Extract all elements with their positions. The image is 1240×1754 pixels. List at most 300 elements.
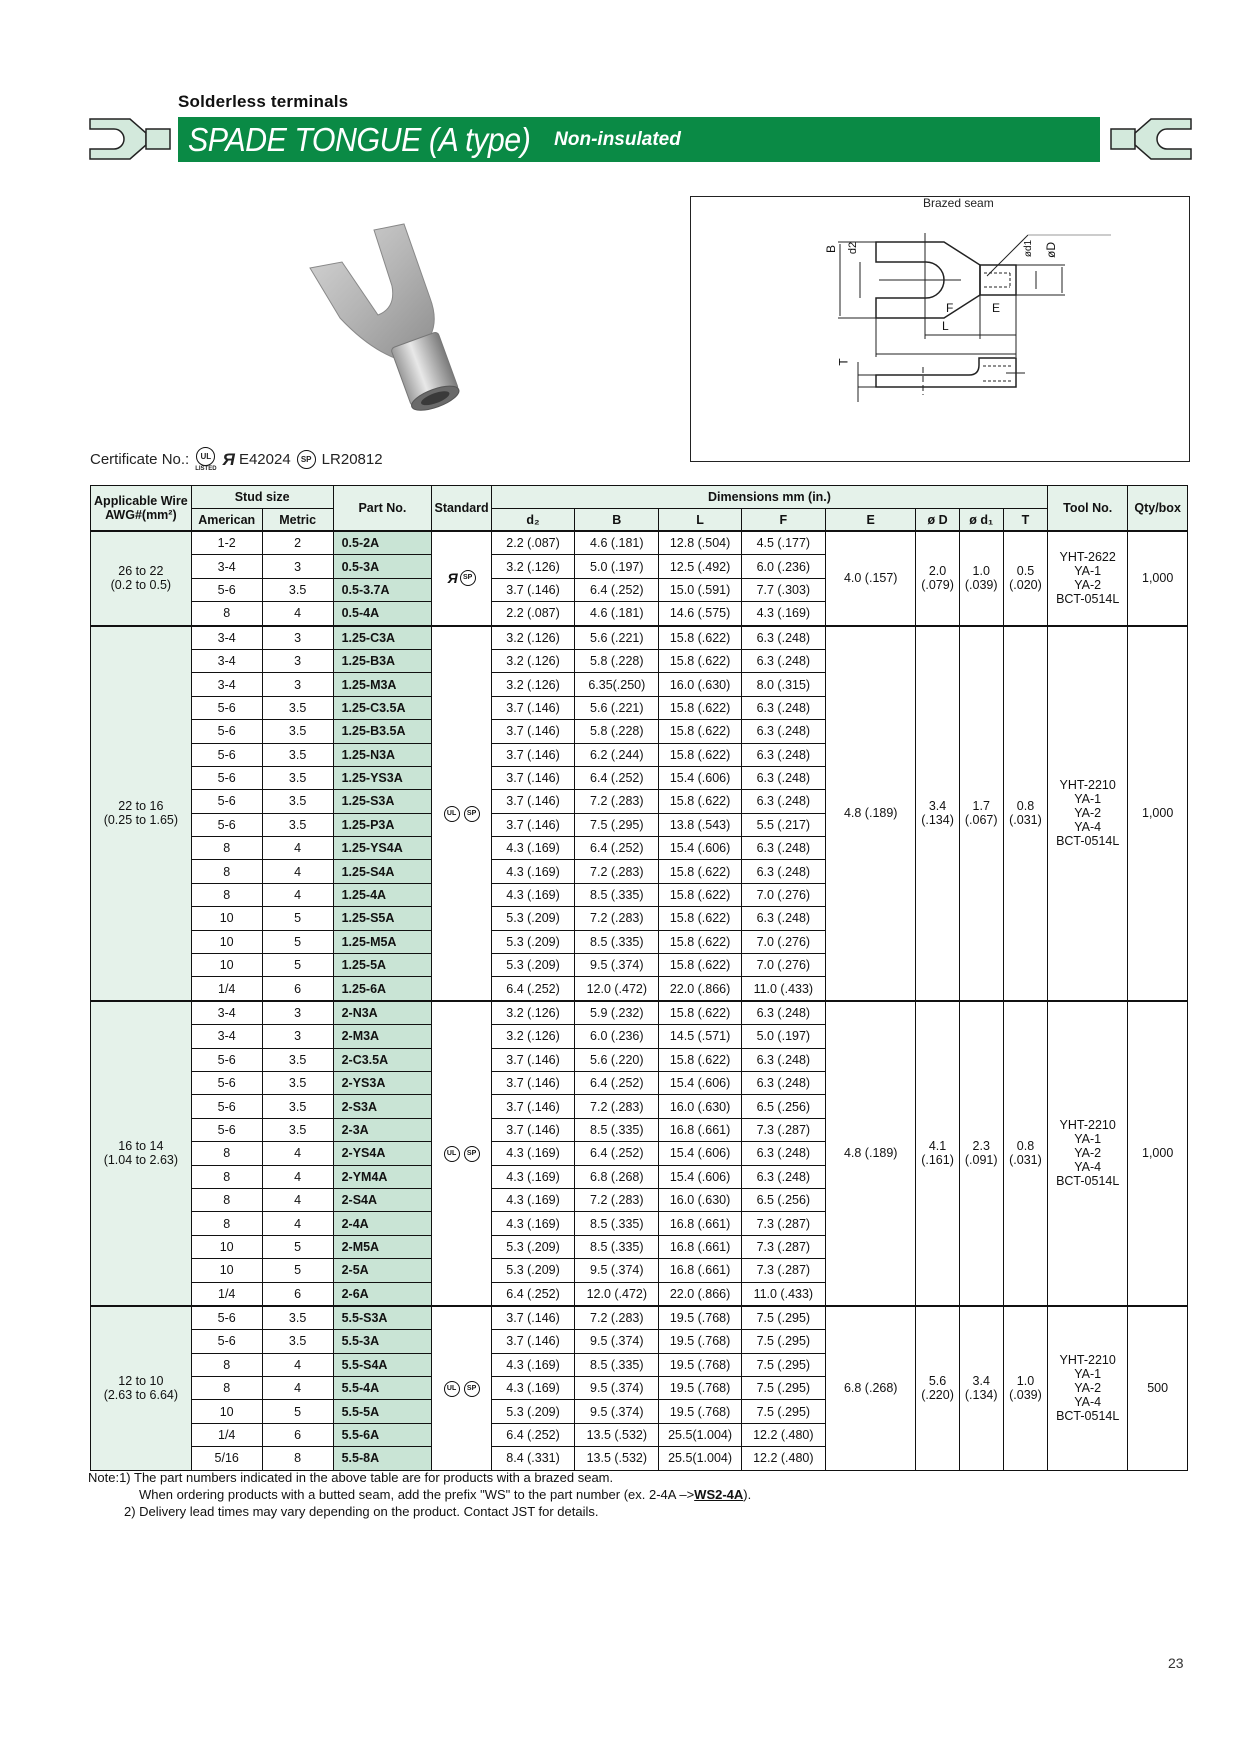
cell-standard (432, 626, 492, 1001)
cell-B: 9.5 (.374) (575, 1259, 659, 1282)
cell-B: 7.2 (.283) (575, 860, 659, 883)
cell-B: 7.2 (.283) (575, 790, 659, 813)
cell-d2: 3.2 (.126) (491, 626, 574, 650)
cell-qty: 1,000 (1128, 531, 1188, 626)
cell-metric: 5 (262, 1235, 333, 1258)
cell-F: 7.0 (.276) (741, 883, 825, 906)
cell-B: 9.5 (.374) (575, 1400, 659, 1423)
cell-american: 1/4 (191, 977, 262, 1001)
cell-B: 6.4 (.252) (575, 837, 659, 860)
cell-d2: 3.7 (.146) (491, 766, 574, 789)
cell-metric: 6 (262, 977, 333, 1001)
tool-item: BCT-0514L (1056, 1174, 1120, 1189)
cell-american: 8 (191, 1353, 262, 1376)
cell-american: 8 (191, 860, 262, 883)
cell-B: 8.5 (.335) (575, 1212, 659, 1235)
tool-item: YA-2 (1074, 578, 1102, 593)
cell-part-no: 1.25-4A (333, 883, 432, 906)
cell-L: 14.6 (.575) (659, 602, 741, 626)
cell-B: 6.4 (.252) (575, 1142, 659, 1165)
cell-T: 0.8 (.031) (1003, 1001, 1047, 1306)
cell-L: 16.8 (.661) (659, 1235, 741, 1258)
tool-item: YHT-2210 (1059, 778, 1116, 793)
header-american: American (191, 509, 262, 532)
technical-drawing (690, 196, 1190, 462)
cell-d2: 5.3 (.209) (491, 1400, 574, 1423)
cell-B: 7.5 (.295) (575, 813, 659, 836)
cell-D: 5.6 (.220) (916, 1306, 959, 1470)
cell-d2: 3.7 (.146) (491, 1118, 574, 1141)
page-title: SPADE TONGUE (A type) (188, 120, 531, 158)
cell-d2: 8.4 (.331) (491, 1447, 574, 1470)
cell-B: 12.0 (.472) (575, 977, 659, 1001)
cell-tool-no (1048, 1306, 1128, 1470)
cell-metric: 5 (262, 954, 333, 977)
cell-part-no: 1.25-N3A (333, 743, 432, 766)
label-brazed-seam: Brazed seam (923, 196, 994, 210)
cell-E: 4.0 (.157) (825, 531, 915, 626)
cell-part-no: 2-M5A (333, 1235, 432, 1258)
header-T: T (1003, 509, 1047, 532)
header-stud-size: Stud size (191, 486, 333, 509)
cell-L: 15.8 (.622) (659, 907, 741, 930)
tool-item: YA-2 (1074, 1146, 1102, 1161)
header-B: B (575, 509, 659, 532)
cell-d2: 3.7 (.146) (491, 813, 574, 836)
cell-L: 15.8 (.622) (659, 626, 741, 650)
cell-part-no: 1.25-P3A (333, 813, 432, 836)
cell-standard (432, 531, 492, 626)
cell-d2: 3.2 (.126) (491, 555, 574, 578)
cell-d2: 5.3 (.209) (491, 907, 574, 930)
cell-L: 15.8 (.622) (659, 790, 741, 813)
cell-L: 22.0 (.866) (659, 1282, 741, 1306)
cell-F: 7.0 (.276) (741, 954, 825, 977)
cell-tool-no (1048, 531, 1128, 626)
csa-file-number: LR20812 (321, 451, 383, 468)
cell-metric: 3.5 (262, 1330, 333, 1353)
cell-metric: 4 (262, 883, 333, 906)
cell-F: 7.3 (.287) (741, 1235, 825, 1258)
cell-T: 1.0 (.039) (1003, 1306, 1047, 1470)
header-L: L (659, 509, 741, 532)
cell-american: 3-4 (191, 673, 262, 696)
cell-metric: 3.5 (262, 1071, 333, 1094)
cell-part-no: 5.5-6A (333, 1423, 432, 1446)
title-suffix: Non-insulated (554, 128, 681, 150)
cell-d2: 3.2 (.126) (491, 649, 574, 672)
label-B: B (824, 244, 839, 254)
cell-L: 16.0 (.630) (659, 1188, 741, 1211)
cell-part-no: 1.25-C3.5A (333, 696, 432, 719)
notes (88, 1469, 751, 1520)
cell-part-no: 2-N3A (333, 1001, 432, 1025)
cell-B: 6.0 (.236) (575, 1025, 659, 1048)
cell-F: 6.5 (.256) (741, 1095, 825, 1118)
cell-d2: 5.3 (.209) (491, 1235, 574, 1258)
cell-american: 8 (191, 602, 262, 626)
cell-d2: 5.3 (.209) (491, 954, 574, 977)
cell-d2: 3.2 (.126) (491, 1001, 574, 1025)
cell-d2: 4.3 (.169) (491, 860, 574, 883)
cell-B: 7.2 (.283) (575, 907, 659, 930)
cell-american: 10 (191, 907, 262, 930)
ul-recognized-icon: Я (447, 570, 456, 587)
cell-d2: 3.2 (.126) (491, 1025, 574, 1048)
cell-part-no: 5.5-8A (333, 1447, 432, 1470)
cell-L: 19.5 (.768) (659, 1353, 741, 1376)
cell-part-no: 2-4A (333, 1212, 432, 1235)
cell-part-no: 2-3A (333, 1118, 432, 1141)
cell-american: 5-6 (191, 1118, 262, 1141)
product-photo (300, 220, 490, 425)
cell-d2: 3.7 (.146) (491, 1048, 574, 1071)
cell-d1: 3.4 (.134) (959, 1306, 1003, 1470)
table-row (91, 626, 1188, 650)
cell-B: 6.4 (.252) (575, 578, 659, 601)
cell-d2: 4.3 (.169) (491, 1142, 574, 1165)
cell-american: 5/16 (191, 1447, 262, 1470)
cell-L: 25.5(1.004) (659, 1447, 741, 1470)
tool-item: YA-2 (1074, 1381, 1102, 1396)
cell-metric: 3.5 (262, 813, 333, 836)
cell-part-no: 5.5-5A (333, 1400, 432, 1423)
cell-L: 16.8 (.661) (659, 1118, 741, 1141)
cell-part-no: 1.25-C3A (333, 626, 432, 650)
ul-listed-icon: UL LISTED (195, 447, 216, 472)
header-applicable-wire: Applicable Wire AWG#(mm²) (91, 486, 192, 532)
cell-L: 16.8 (.661) (659, 1259, 741, 1282)
cell-F: 11.0 (.433) (741, 977, 825, 1001)
cell-metric: 3.5 (262, 1095, 333, 1118)
cell-american: 5-6 (191, 790, 262, 813)
cell-metric: 3.5 (262, 1118, 333, 1141)
cell-E: 4.8 (.189) (825, 1001, 915, 1306)
cell-B: 7.2 (.283) (575, 1306, 659, 1330)
cell-F: 6.3 (.248) (741, 626, 825, 650)
cell-part-no: 2-M3A (333, 1025, 432, 1048)
cell-D: 4.1 (.161) (916, 1001, 959, 1306)
cell-american: 5-6 (191, 696, 262, 719)
cell-part-no: 1.25-5A (333, 954, 432, 977)
cell-awg: 16 to 14 (1.04 to 2.63) (91, 1001, 192, 1306)
tool-item: YA-4 (1074, 1395, 1102, 1410)
cell-B: 7.2 (.283) (575, 1095, 659, 1118)
csa-icon: SP (460, 570, 476, 586)
cell-B: 6.35(.250) (575, 673, 659, 696)
cell-metric: 4 (262, 837, 333, 860)
csa-icon: SP (297, 450, 316, 469)
cell-F: 7.0 (.276) (741, 930, 825, 953)
tool-item: BCT-0514L (1056, 592, 1120, 607)
cell-metric: 5 (262, 1400, 333, 1423)
label-T: T (836, 358, 851, 366)
cell-D: 2.0 (.079) (916, 531, 959, 626)
header-E: E (825, 509, 915, 532)
cell-F: 6.3 (.248) (741, 1142, 825, 1165)
cell-american: 5-6 (191, 1048, 262, 1071)
table-row (91, 531, 1188, 555)
cell-B: 5.6 (.221) (575, 626, 659, 650)
spade-terminal-icon-right (1107, 116, 1193, 167)
cell-part-no: 0.5-3.7A (333, 578, 432, 601)
cell-B: 9.5 (.374) (575, 954, 659, 977)
cell-d2: 5.3 (.209) (491, 1259, 574, 1282)
wire-group (91, 1306, 1188, 1470)
cell-d1: 2.3 (.091) (959, 1001, 1003, 1306)
cell-metric: 3 (262, 649, 333, 672)
cell-B: 5.0 (.197) (575, 555, 659, 578)
cell-E: 6.8 (.268) (825, 1306, 915, 1470)
cell-part-no: 0.5-2A (333, 531, 432, 555)
cell-F: 7.5 (.295) (741, 1353, 825, 1376)
tool-item: BCT-0514L (1056, 834, 1120, 849)
cell-F: 7.5 (.295) (741, 1306, 825, 1330)
cell-T: 0.5 (.020) (1003, 531, 1047, 626)
spade-terminal-icon-left (88, 116, 174, 167)
cell-F: 4.3 (.169) (741, 602, 825, 626)
cell-d2: 3.7 (.146) (491, 1330, 574, 1353)
cell-metric: 2 (262, 531, 333, 555)
cell-standard (432, 1306, 492, 1470)
cell-B: 9.5 (.374) (575, 1377, 659, 1400)
cell-F: 12.2 (.480) (741, 1447, 825, 1470)
cell-american: 8 (191, 1142, 262, 1165)
cell-metric: 8 (262, 1447, 333, 1470)
cell-B: 9.5 (.374) (575, 1330, 659, 1353)
cell-part-no: 2-S3A (333, 1095, 432, 1118)
ul-listed-icon: UL (444, 1381, 460, 1397)
ul-listed-icon: UL (444, 806, 460, 822)
cell-F: 7.5 (.295) (741, 1400, 825, 1423)
cell-d2: 3.7 (.146) (491, 1306, 574, 1330)
cell-F: 6.3 (.248) (741, 860, 825, 883)
cell-L: 19.5 (.768) (659, 1306, 741, 1330)
cell-B: 13.5 (.532) (575, 1423, 659, 1446)
cell-american: 3-4 (191, 626, 262, 650)
cell-B: 7.2 (.283) (575, 1188, 659, 1211)
cell-F: 7.5 (.295) (741, 1330, 825, 1353)
cell-F: 5.5 (.217) (741, 813, 825, 836)
cell-american: 3-4 (191, 555, 262, 578)
tool-item: YA-1 (1074, 792, 1102, 807)
cell-american: 3-4 (191, 1025, 262, 1048)
cell-metric: 4 (262, 1142, 333, 1165)
csa-icon: SP (464, 806, 480, 822)
header-part-no: Part No. (333, 486, 432, 532)
cell-metric: 3.5 (262, 766, 333, 789)
cell-d2: 3.7 (.146) (491, 696, 574, 719)
tool-item: YA-4 (1074, 820, 1102, 835)
cell-F: 6.3 (.248) (741, 1071, 825, 1094)
header-qty: Qty/box (1128, 486, 1188, 532)
cell-L: 15.4 (.606) (659, 1142, 741, 1165)
cell-american: 10 (191, 1235, 262, 1258)
cell-awg: 26 to 22 (0.2 to 0.5) (91, 531, 192, 626)
ul-file-number: E42024 (238, 451, 291, 468)
cell-d2: 2.2 (.087) (491, 531, 574, 555)
cell-L: 14.5 (.571) (659, 1025, 741, 1048)
cell-american: 5-6 (191, 1306, 262, 1330)
cell-awg: 22 to 16 (0.25 to 1.65) (91, 626, 192, 1001)
cell-american: 10 (191, 1400, 262, 1423)
cell-metric: 4 (262, 860, 333, 883)
label-d1: ød1 (1023, 239, 1035, 258)
cell-metric: 3 (262, 1025, 333, 1048)
cell-L: 15.8 (.622) (659, 1001, 741, 1025)
cell-F: 12.2 (.480) (741, 1423, 825, 1446)
cell-d2: 4.3 (.169) (491, 1377, 574, 1400)
cell-L: 15.8 (.622) (659, 649, 741, 672)
header-F: F (741, 509, 825, 532)
cell-d2: 4.3 (.169) (491, 837, 574, 860)
cell-d1: 1.7 (.067) (959, 626, 1003, 1001)
cell-L: 15.4 (.606) (659, 1071, 741, 1094)
cell-metric: 3 (262, 1001, 333, 1025)
cell-B: 4.6 (.181) (575, 531, 659, 555)
cell-tool-no (1048, 626, 1128, 1001)
cell-d2: 6.4 (.252) (491, 1423, 574, 1446)
ul-listed-icon: UL (444, 1146, 460, 1162)
table-row (91, 1001, 1188, 1025)
cell-B: 8.5 (.335) (575, 1235, 659, 1258)
cell-american: 10 (191, 954, 262, 977)
cell-d1: 1.0 (.039) (959, 531, 1003, 626)
cell-metric: 3.5 (262, 578, 333, 601)
cell-L: 19.5 (.768) (659, 1400, 741, 1423)
cell-part-no: 1.25-B3.5A (333, 720, 432, 743)
cell-d2: 4.3 (.169) (491, 1212, 574, 1235)
csa-icon: SP (464, 1381, 480, 1397)
label-L: L (942, 319, 949, 333)
label-F: F (946, 301, 954, 315)
cell-american: 5-6 (191, 1095, 262, 1118)
cell-F: 4.5 (.177) (741, 531, 825, 555)
cell-d2: 5.3 (.209) (491, 930, 574, 953)
cell-part-no: 2-S4A (333, 1188, 432, 1211)
cell-part-no: 1.25-B3A (333, 649, 432, 672)
cell-part-no: 1.25-M5A (333, 930, 432, 953)
tool-item: BCT-0514L (1056, 1409, 1120, 1424)
cell-part-no: 1.25-S3A (333, 790, 432, 813)
label-E: E (992, 301, 1001, 315)
cell-metric: 3 (262, 673, 333, 696)
header-d2: d₂ (491, 509, 574, 532)
cell-B: 12.0 (.472) (575, 1282, 659, 1306)
cell-d2: 4.3 (.169) (491, 1188, 574, 1211)
cell-L: 16.8 (.661) (659, 1212, 741, 1235)
cell-L: 25.5(1.004) (659, 1423, 741, 1446)
cell-part-no: 1.25-YS4A (333, 837, 432, 860)
cell-american: 1/4 (191, 1282, 262, 1306)
tool-item: YA-1 (1074, 1367, 1102, 1382)
cell-part-no: 1.25-S5A (333, 907, 432, 930)
cell-F: 6.3 (.248) (741, 1048, 825, 1071)
cell-L: 15.4 (.606) (659, 837, 741, 860)
cell-part-no: 2-YM4A (333, 1165, 432, 1188)
cell-american: 8 (191, 1188, 262, 1211)
cell-d2: 2.2 (.087) (491, 602, 574, 626)
cell-part-no: 2-C3.5A (333, 1048, 432, 1071)
cell-L: 16.0 (.630) (659, 1095, 741, 1118)
cell-F: 6.0 (.236) (741, 555, 825, 578)
cell-tool-no (1048, 1001, 1128, 1306)
cell-d2: 3.7 (.146) (491, 1071, 574, 1094)
cell-B: 8.5 (.335) (575, 930, 659, 953)
cell-F: 7.3 (.287) (741, 1212, 825, 1235)
tool-item: YA-1 (1074, 1132, 1102, 1147)
cell-metric: 5 (262, 1259, 333, 1282)
note-1: Note:1) The part numbers indicated in the above table are for products with a brazed seam. (88, 1470, 614, 1485)
certificate-label: Certificate No.: (90, 451, 190, 468)
title-banner (178, 117, 1100, 162)
cell-metric: 6 (262, 1282, 333, 1306)
header-metric: Metric (262, 509, 333, 532)
cell-B: 6.4 (.252) (575, 1071, 659, 1094)
cell-B: 5.6 (.221) (575, 696, 659, 719)
cell-metric: 3.5 (262, 743, 333, 766)
cell-american: 8 (191, 1377, 262, 1400)
cell-F: 7.3 (.287) (741, 1259, 825, 1282)
cell-B: 6.8 (.268) (575, 1165, 659, 1188)
cell-american: 8 (191, 837, 262, 860)
tool-item: YA-2 (1074, 806, 1102, 821)
cell-standard (432, 1001, 492, 1306)
cell-d2: 3.2 (.126) (491, 673, 574, 696)
cell-metric: 4 (262, 1377, 333, 1400)
cell-metric: 4 (262, 602, 333, 626)
cell-american: 10 (191, 1259, 262, 1282)
cell-d2: 6.4 (.252) (491, 1282, 574, 1306)
cell-F: 11.0 (.433) (741, 1282, 825, 1306)
cell-F: 6.3 (.248) (741, 766, 825, 789)
cell-american: 3-4 (191, 649, 262, 672)
cell-metric: 3.5 (262, 720, 333, 743)
cell-part-no: 0.5-3A (333, 555, 432, 578)
cell-L: 15.8 (.622) (659, 1048, 741, 1071)
cell-L: 15.8 (.622) (659, 743, 741, 766)
cell-F: 5.0 (.197) (741, 1025, 825, 1048)
csa-icon: SP (464, 1146, 480, 1162)
cell-d2: 3.7 (.146) (491, 790, 574, 813)
cell-B: 8.5 (.335) (575, 1353, 659, 1376)
section-subtitle: Solderless terminals (178, 92, 349, 111)
cell-F: 7.3 (.287) (741, 1118, 825, 1141)
ul-recognized-icon: Я (222, 449, 233, 469)
cell-american: 1-2 (191, 531, 262, 555)
cell-american: 5-6 (191, 1330, 262, 1353)
cell-F: 6.3 (.248) (741, 743, 825, 766)
cell-metric: 6 (262, 1423, 333, 1446)
cell-part-no: 5.5-S4A (333, 1353, 432, 1376)
cell-B: 13.5 (.532) (575, 1447, 659, 1470)
cell-F: 6.3 (.248) (741, 837, 825, 860)
cell-qty: 500 (1128, 1306, 1188, 1470)
cell-d2: 3.7 (.146) (491, 743, 574, 766)
cell-B: 6.4 (.252) (575, 766, 659, 789)
cell-metric: 3.5 (262, 696, 333, 719)
cell-part-no: 1.25-S4A (333, 860, 432, 883)
cell-american: 5-6 (191, 766, 262, 789)
cell-part-no: 5.5-4A (333, 1377, 432, 1400)
cell-metric: 4 (262, 1212, 333, 1235)
cell-F: 6.3 (.248) (741, 1165, 825, 1188)
table-row (91, 1306, 1188, 1330)
cell-part-no: 1.25-M3A (333, 673, 432, 696)
cell-L: 15.8 (.622) (659, 696, 741, 719)
certificate-line (90, 447, 383, 472)
cell-metric: 5 (262, 930, 333, 953)
